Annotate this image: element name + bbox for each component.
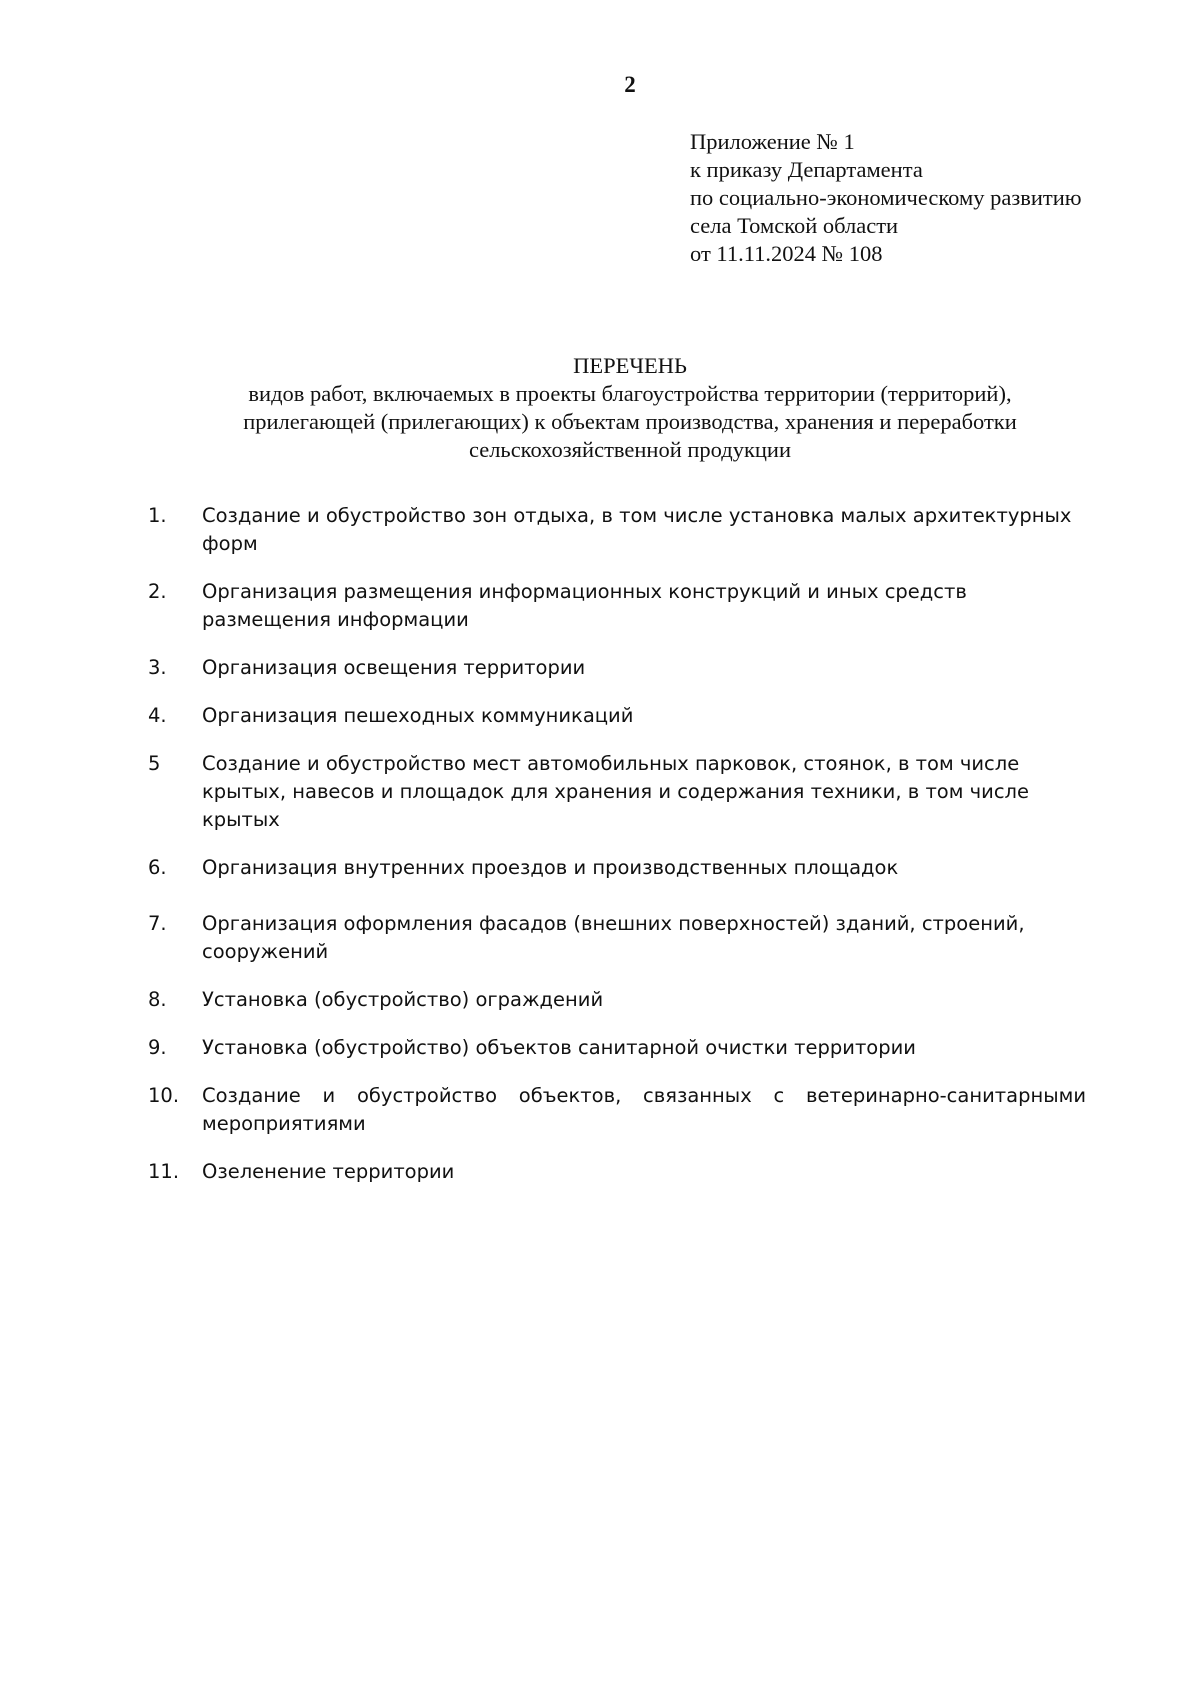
document-heading xyxy=(0,352,1200,464)
work-types-list xyxy=(148,502,1086,1206)
document-subtitle-line: прилегающей (прилегающих) к объектам производства, хранения и переработки xyxy=(243,409,1017,434)
item-number: 6. xyxy=(148,856,167,879)
item-text: Организация размещения информационных конструкций и иных средств размещения информации xyxy=(202,580,967,631)
item-text: Установка (обустройство) объектов санитарной очистки территории xyxy=(202,1036,916,1059)
item-text: Создание и обустройство объектов, связанных с ветеринарно-санитарными мероприятиями xyxy=(202,1084,1086,1135)
item-text: Создание и обустройство мест автомобильных парковок, стоянок, в том числе крытых, навесов и площадок для хранения и содержания техники, в том числе крытых xyxy=(202,752,1030,831)
page-number: 2 xyxy=(624,72,636,97)
item-text: Создание и обустройство зон отдыха, в том числе установка малых архитектурных форм xyxy=(202,504,1072,555)
appendix-line: села Томской области xyxy=(690,213,899,238)
item-number: 7. xyxy=(148,912,167,935)
list-item xyxy=(148,502,1086,558)
list-item xyxy=(148,654,1086,682)
appendix-line: по социально-экономическому развитию xyxy=(690,185,1082,210)
item-text: Озеленение территории xyxy=(202,1160,455,1183)
item-text: Организация пешеходных коммуникаций xyxy=(202,704,634,727)
appendix-line: Приложение № 1 xyxy=(690,129,855,154)
item-number: 11. xyxy=(148,1160,180,1183)
item-number: 3. xyxy=(148,656,167,679)
document-title: ПЕРЕЧЕНЬ xyxy=(573,353,687,378)
item-text: Организация внутренних проездов и производственных площадок xyxy=(202,856,899,879)
list-item xyxy=(148,854,1086,882)
item-text: Установка (обустройство) ограждений xyxy=(202,988,604,1011)
item-number: 9. xyxy=(148,1036,167,1059)
document-subtitle-line: видов работ, включаемых в проекты благоустройства территории (территорий), xyxy=(248,381,1012,406)
item-number: 1. xyxy=(148,504,167,527)
item-number: 4. xyxy=(148,704,167,727)
appendix-line: к приказу Департамента xyxy=(690,157,923,182)
document-subtitle-line: сельскохозяйственной продукции xyxy=(468,437,792,462)
list-item xyxy=(148,986,1086,1014)
item-number: 2. xyxy=(148,580,167,603)
appendix-block xyxy=(690,128,1082,268)
list-item xyxy=(148,702,1086,730)
list-item xyxy=(148,910,1086,966)
list-item xyxy=(148,750,1086,834)
list-item xyxy=(148,1158,1086,1186)
item-text: Организация оформления фасадов (внешних поверхностей) зданий, строений, сооружений xyxy=(202,912,1025,963)
item-number: 10. xyxy=(148,1084,180,1107)
item-number: 5 xyxy=(148,752,161,775)
list-item xyxy=(148,1034,1086,1062)
list-item xyxy=(148,578,1086,634)
appendix-line: от 11.11.2024 № 108 xyxy=(690,241,883,266)
item-text: Организация освещения территории xyxy=(202,656,586,679)
list-item xyxy=(148,1082,1086,1138)
item-number: 8. xyxy=(148,988,167,1011)
